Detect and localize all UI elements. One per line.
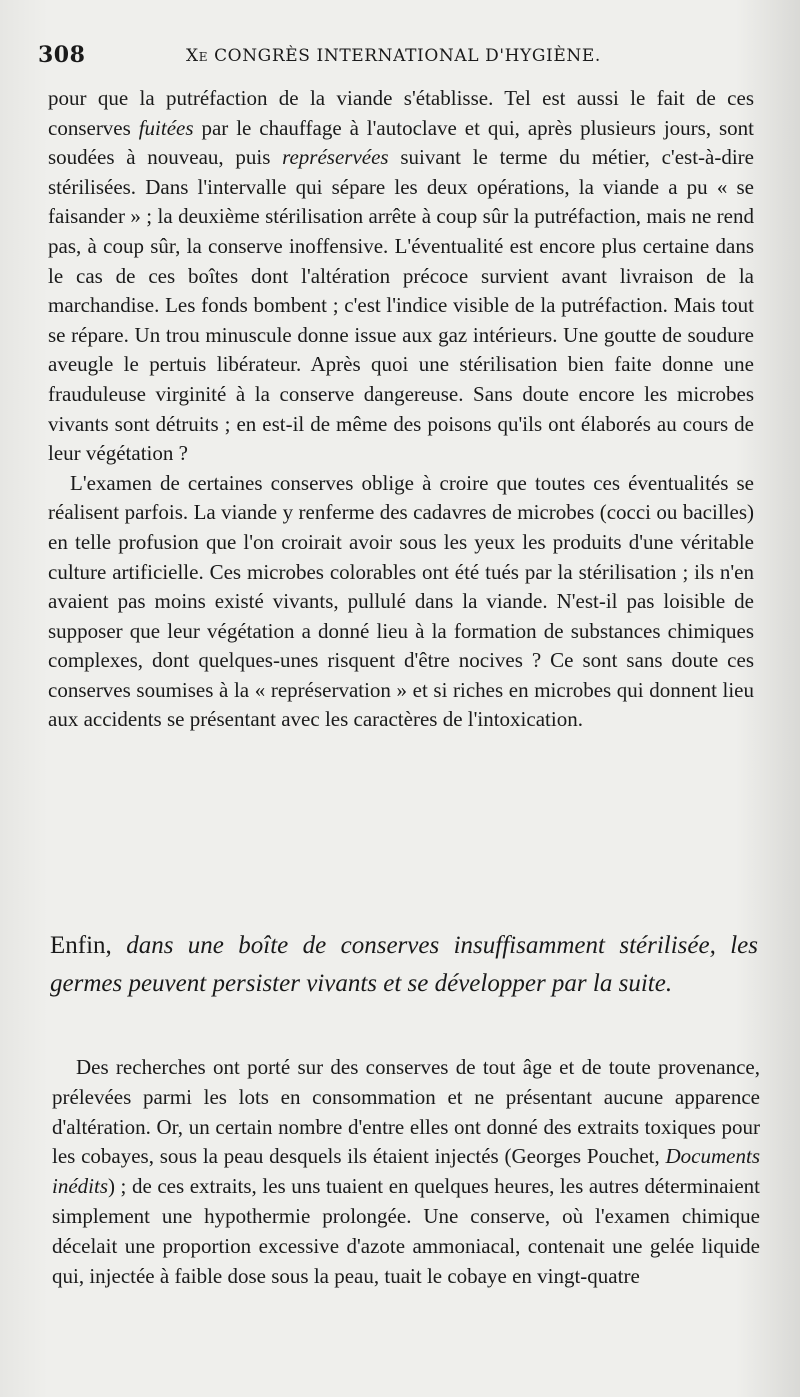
italic-term-representees: représervées [282,145,389,170]
paragraph-text: par le chauffage à l'autoclave et qui, après plusieurs jours, sont soudées à nouveau, puis [48,115,754,170]
paragraph-text: suivant le terme du métier, c'est-à-dire stérilisées. Dans l'intervalle qui sépare les deux opérations, la viande a pu « se faisander » ; la deuxième stérilisation arrête à coup sûr la putréfaction, mais ne rend pas, à coup sûr, la conserve inoffensive. L'éventualité est encore plus certaine dans le cas de ces boîtes dont l'altération précoce survient avant livraison de la marchandise. Les fonds bombent ; c'est l'indice visible de la putréfaction. Mais tout se répare. Un trou minuscule donne issue aux gaz intérieurs. Une goutte de soudure aveugle le pertuis libérateur. Après quoi une stérilisation bien faite donne une frauduleuse virginité à la conserve dangereuse. Sans doute encore les microbes vivants sont détruits ; en est-il de même des poisons qu'ils ont élaborés au cours de leur végétation ? [48,145,754,466]
paragraph-text: ) ; de ces extraits, les uns tuaient en quelques heures, les autres déterminaient simplement une hypothermie prolongée. Une conserve, où l'examen chimique décelait une proportion excessive d'azote ammoniacal, contenait une gelée liquide qui, injectée à faible dose sous la peau, tuait le cobaye en vingt-quatre [52,1174,760,1288]
page-number: 308 [38,42,86,68]
conclusion-lead: Enfin, [50,932,127,959]
paragraph-text: Des recherches ont porté sur des conserves de tout âge et de toute provenance, prélevées parmi les lots en consommation et ne présentant aucune apparence d'altération. Or, un certain nombre d'entre elles ont donné des extraits toxiques pour les cobayes, sous la peau desquels ils étaient injectés (Georges Pouchet, [52,1055,760,1169]
body-text [48,84,754,735]
running-title: Xe CONGRÈS INTERNATIONAL D'HYGIÈNE. [186,46,601,66]
research-section [52,1053,760,1291]
page-header [38,42,758,78]
italic-citation: Documents inédits [52,1144,760,1199]
paragraph-putrefaction [48,84,754,469]
paragraph-text: pour que la putréfaction de la viande s'établisse. Tel est aussi le fait de ces conserves [48,86,754,140]
italic-term-fuitees: fuitées [138,115,194,140]
conclusion-italic: dans une boîte de conserves insuffisamment stérilisée, les germes peuvent persister vivants et se développer par la suite. [50,932,759,997]
paragraph-recherches [52,1053,760,1291]
section-conclusion [50,927,758,1003]
paragraph-examen: L'examen de certaines conserves oblige à croire que toutes ces éventualités se réalisent parfois. La viande y renferme des cadavres de microbes (cocci ou bacilles) en telle profusion que l'on croirait avoir sous les yeux les produits d'une véritable culture artificielle. Ces microbes colorables ont été tués par la stérilisation ; ils n'en avaient pas moins existé vivants, pullulé dans la viande. N'est-il pas loisible de supposer que leur végétation a donné lieu à la formation de substances chimiques complexes, dont quelques-unes risquent d'être nocives ? Ce sont sans doute ces conserves soumises à la « représervation » et si riches en microbes qui donnent lieu aux accidents se présentant avec les caractères de l'intoxication. [48,470,754,732]
